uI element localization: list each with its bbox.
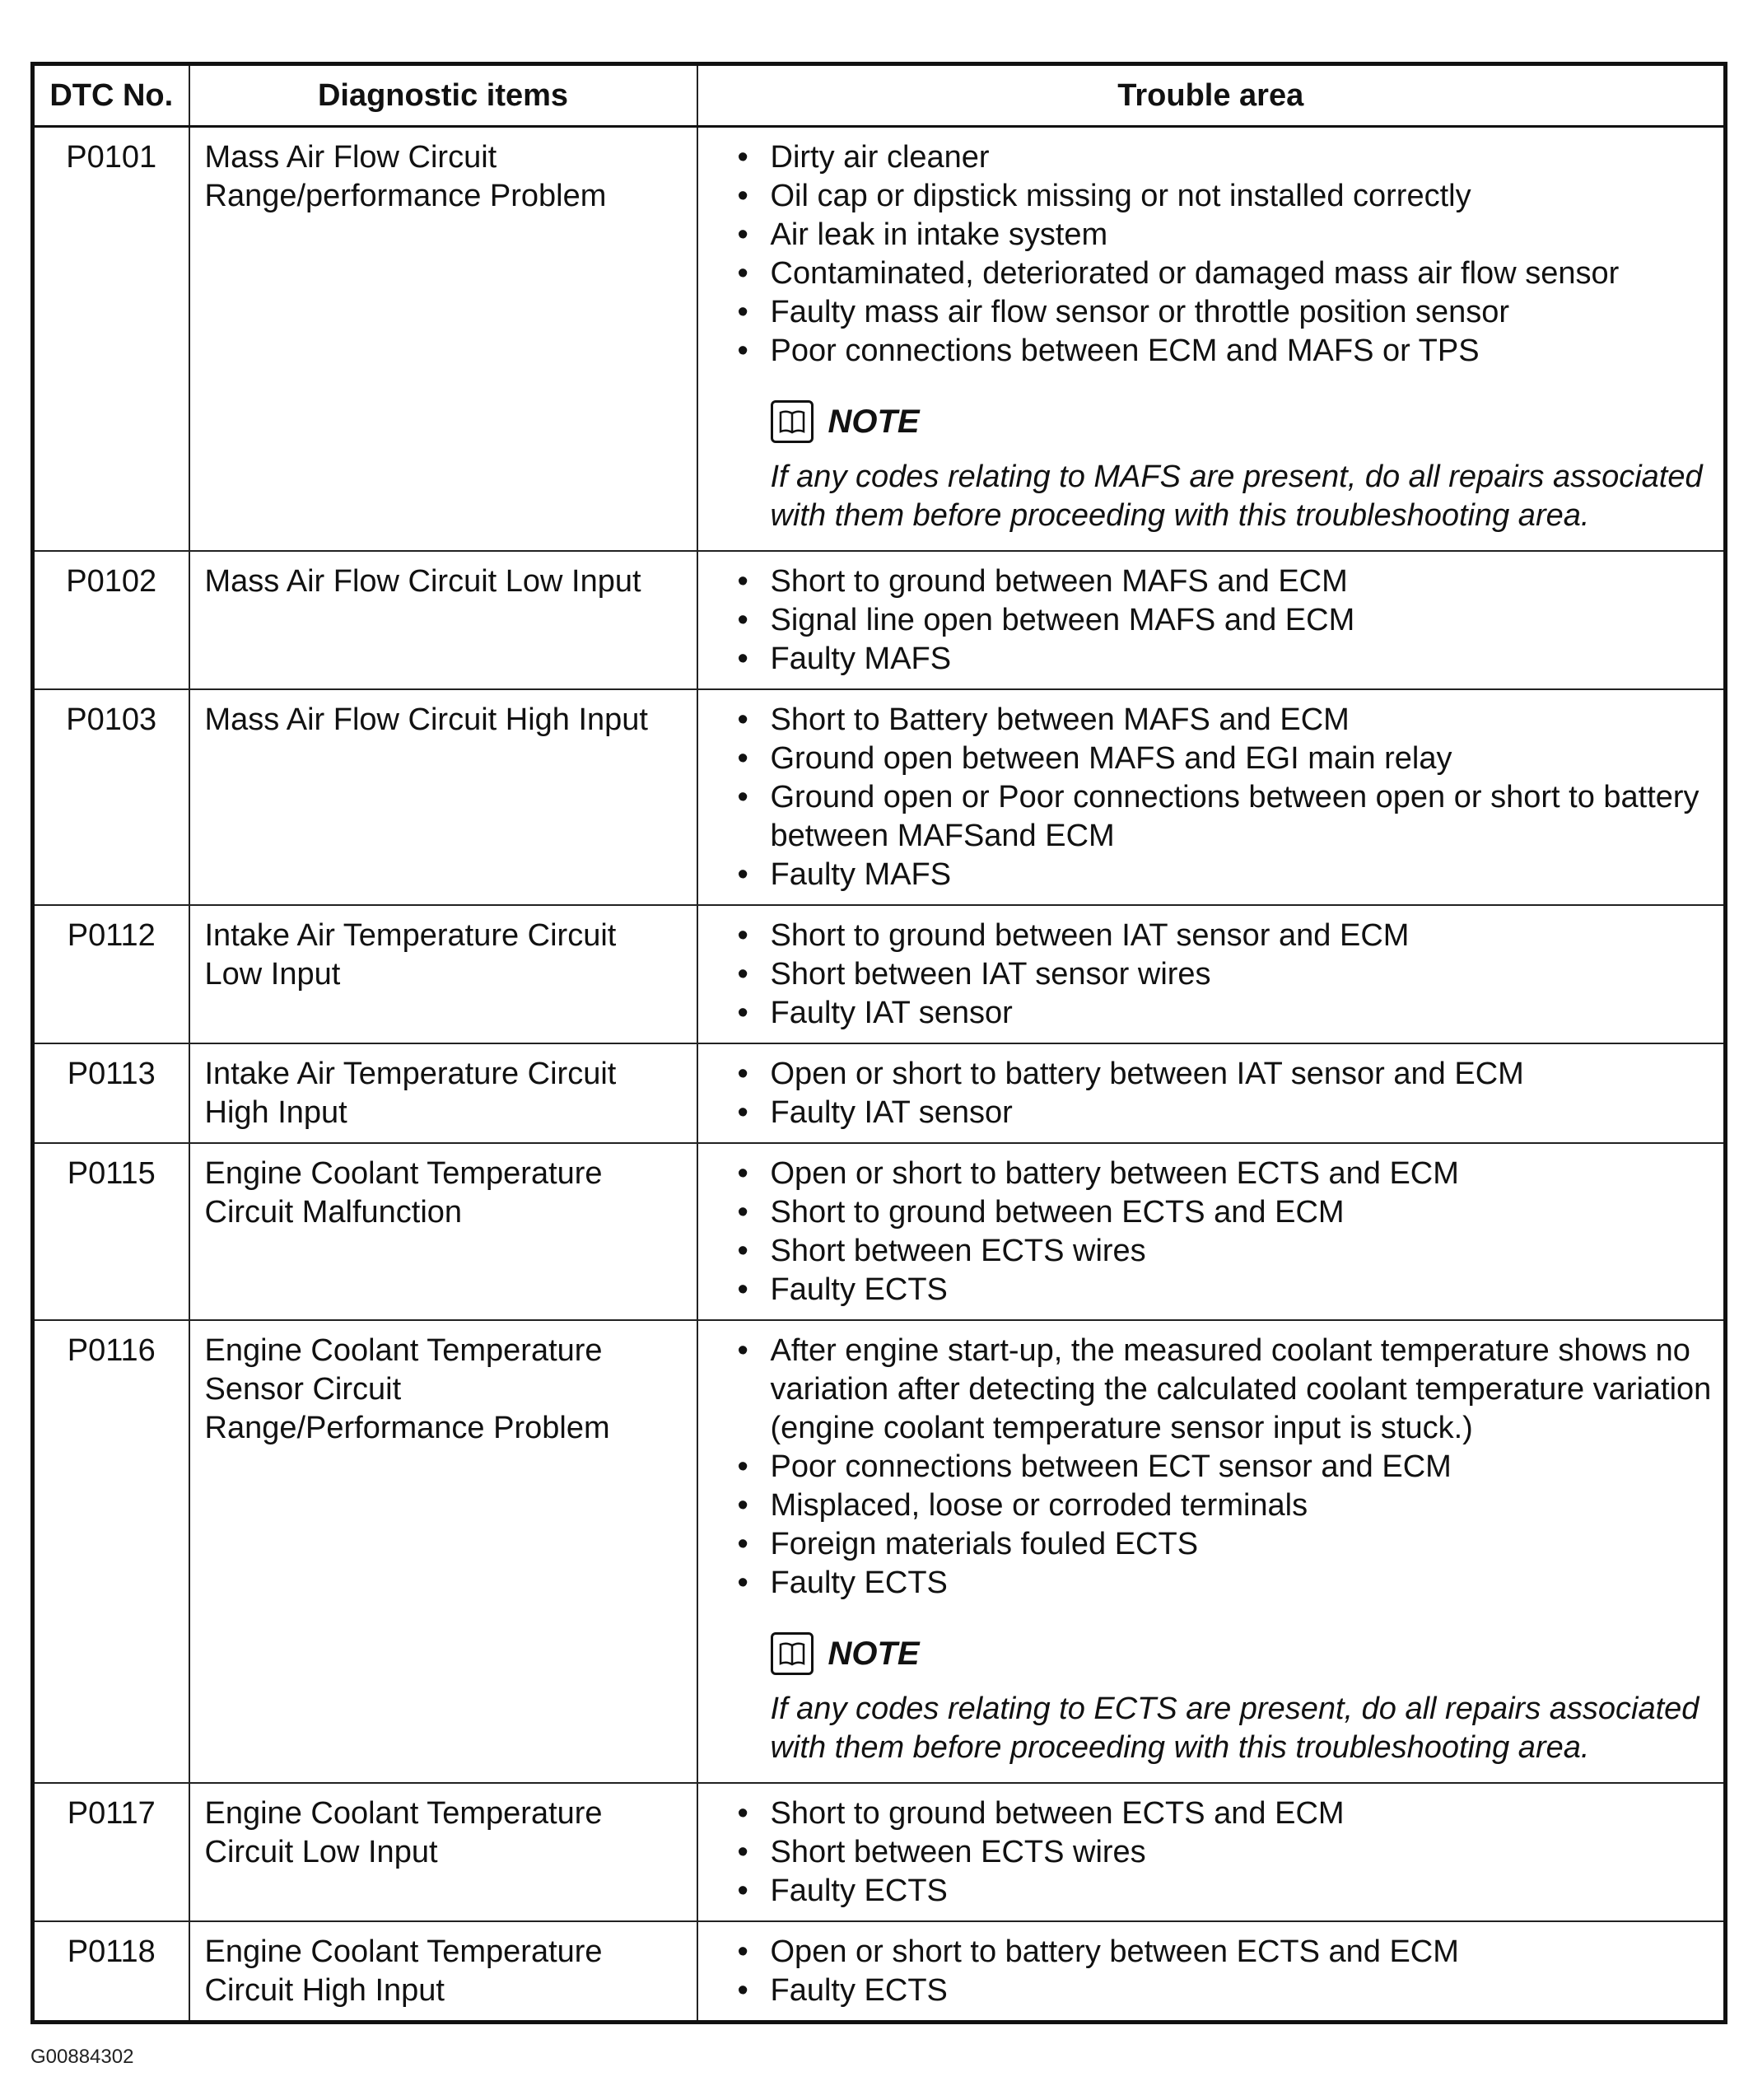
diagnostic-item: Intake Air Temperature Circuit High Input — [189, 1043, 697, 1143]
trouble-area-list — [738, 1155, 1716, 1309]
trouble-area-list — [738, 1055, 1716, 1132]
diagnostic-item: Engine Coolant Temperature Circuit Low Input — [189, 1783, 697, 1921]
trouble-area — [697, 551, 1726, 689]
dtc-code: P0113 — [33, 1043, 189, 1143]
table-row — [33, 1143, 1726, 1320]
header-trouble-area: Trouble area — [697, 64, 1726, 127]
list-item: • Faulty MAFS — [738, 856, 1716, 894]
table-row — [33, 1043, 1726, 1143]
trouble-area-list — [738, 701, 1716, 894]
list-item: • Ground open or Poor connections between open or short to battery between MAFSand ECM — [738, 778, 1716, 856]
list-item: • Oil cap or dipstick missing or not installed correctly — [738, 177, 1716, 216]
dtc-code: P0115 — [33, 1143, 189, 1320]
trouble-area — [697, 1043, 1726, 1143]
diagnostic-item: Engine Coolant Temperature Sensor Circuit Range/Performance Problem — [189, 1320, 697, 1783]
list-item: • Open or short to battery between IAT sensor and ECM — [738, 1055, 1716, 1094]
list-item: • Faulty ECTS — [738, 1271, 1716, 1309]
diagnostic-item: Mass Air Flow Circuit Range/performance Problem — [189, 127, 697, 552]
trouble-area-list — [738, 562, 1716, 679]
list-item: • Faulty mass air flow sensor or throttle position sensor — [738, 293, 1716, 332]
trouble-area — [697, 905, 1726, 1043]
note-label: NOTE — [828, 1635, 920, 1672]
list-item: • Short between ECTS wires — [738, 1833, 1716, 1872]
diagnostic-item: Mass Air Flow Circuit High Input — [189, 689, 697, 905]
list-item: • Faulty IAT sensor — [738, 1094, 1716, 1132]
dtc-code: P0103 — [33, 689, 189, 905]
trouble-area-list — [738, 1933, 1716, 2010]
list-item: • Faulty ECTS — [738, 1564, 1716, 1603]
list-item: • Short to Battery between MAFS and ECM — [738, 701, 1716, 740]
list-item: • Contaminated, deteriorated or damaged mass air flow sensor — [738, 254, 1716, 293]
list-item: • Short between ECTS wires — [738, 1232, 1716, 1271]
diagnostic-item: Intake Air Temperature Circuit Low Input — [189, 905, 697, 1043]
list-item: • Poor connections between ECM and MAFS or TPS — [738, 332, 1716, 371]
table-row — [33, 689, 1726, 905]
list-item: • Short to ground between MAFS and ECM — [738, 562, 1716, 601]
diagnostic-item: Mass Air Flow Circuit Low Input — [189, 551, 697, 689]
list-item: • Air leak in intake system — [738, 216, 1716, 254]
list-item: • Short between IAT sensor wires — [738, 955, 1716, 994]
trouble-area — [697, 689, 1726, 905]
trouble-area-list — [738, 917, 1716, 1033]
trouble-area — [697, 1921, 1726, 2023]
table-row — [33, 127, 1726, 552]
trouble-area — [697, 1320, 1726, 1783]
list-item: • Signal line open between MAFS and ECM — [738, 601, 1716, 640]
list-item: • Short to ground between ECTS and ECM — [738, 1193, 1716, 1232]
list-item: • Misplaced, loose or corroded terminals — [738, 1486, 1716, 1525]
table-row — [33, 905, 1726, 1043]
list-item: • Open or short to battery between ECTS and ECM — [738, 1933, 1716, 1972]
table-row — [33, 1783, 1726, 1921]
note-block — [738, 1627, 1716, 1772]
dtc-code: P0112 — [33, 905, 189, 1043]
list-item: • Ground open between MAFS and EGI main relay — [738, 740, 1716, 778]
note-text: If any codes relating to ECTS are present, do all repairs associated with them before proceeding with this troubleshooting area. — [770, 1692, 1699, 1765]
dtc-table — [30, 62, 1727, 2024]
note-block — [738, 395, 1716, 540]
list-item: • Foreign materials fouled ECTS — [738, 1525, 1716, 1564]
figure-id: G00884302 — [30, 2046, 134, 2068]
dtc-code: P0102 — [33, 551, 189, 689]
book-icon-graphic — [778, 1641, 806, 1666]
diagnostic-item: Engine Coolant Temperature Circuit Malfunction — [189, 1143, 697, 1320]
note-label: NOTE — [828, 403, 920, 440]
table-header-row — [33, 64, 1726, 127]
header-diagnostic-items: Diagnostic items — [189, 64, 697, 127]
list-item: • Faulty ECTS — [738, 1972, 1716, 2010]
trouble-area-list — [738, 1332, 1716, 1603]
trouble-area-list — [738, 138, 1716, 371]
table-row — [33, 551, 1726, 689]
dtc-code: P0101 — [33, 127, 189, 552]
list-item: • Open or short to battery between ECTS and ECM — [738, 1155, 1716, 1193]
book-icon — [771, 1632, 814, 1675]
trouble-area — [697, 1143, 1726, 1320]
book-icon-graphic — [778, 409, 806, 434]
dtc-code: P0117 — [33, 1783, 189, 1921]
trouble-area — [697, 127, 1726, 552]
dtc-code: P0118 — [33, 1921, 189, 2023]
table-body — [33, 127, 1726, 2023]
note-heading — [771, 395, 1716, 448]
list-item: • Dirty air cleaner — [738, 138, 1716, 177]
list-item: • Short to ground between ECTS and ECM — [738, 1794, 1716, 1833]
header-dtc-no: DTC No. — [33, 64, 189, 127]
list-item: • Short to ground between IAT sensor and ECM — [738, 917, 1716, 955]
list-item: • Faulty ECTS — [738, 1872, 1716, 1911]
note-heading — [771, 1627, 1716, 1680]
list-item: • Poor connections between ECT sensor and ECM — [738, 1448, 1716, 1486]
list-item: • Faulty IAT sensor — [738, 994, 1716, 1033]
table-row — [33, 1320, 1726, 1783]
list-item: • Faulty MAFS — [738, 640, 1716, 679]
diagnostic-item: Engine Coolant Temperature Circuit High Input — [189, 1921, 697, 2023]
trouble-area — [697, 1783, 1726, 1921]
dtc-code: P0116 — [33, 1320, 189, 1783]
book-icon — [771, 400, 814, 443]
note-text: If any codes relating to MAFS are present, do all repairs associated with them before proceeding with this troubleshooting area. — [770, 460, 1703, 533]
list-item: • After engine start-up, the measured coolant temperature shows no variation after detecting the calculated coolant temperature variation (engine coolant temperature sensor input is stuck.) — [738, 1332, 1716, 1448]
trouble-area-list — [738, 1794, 1716, 1911]
table-row — [33, 1921, 1726, 2023]
